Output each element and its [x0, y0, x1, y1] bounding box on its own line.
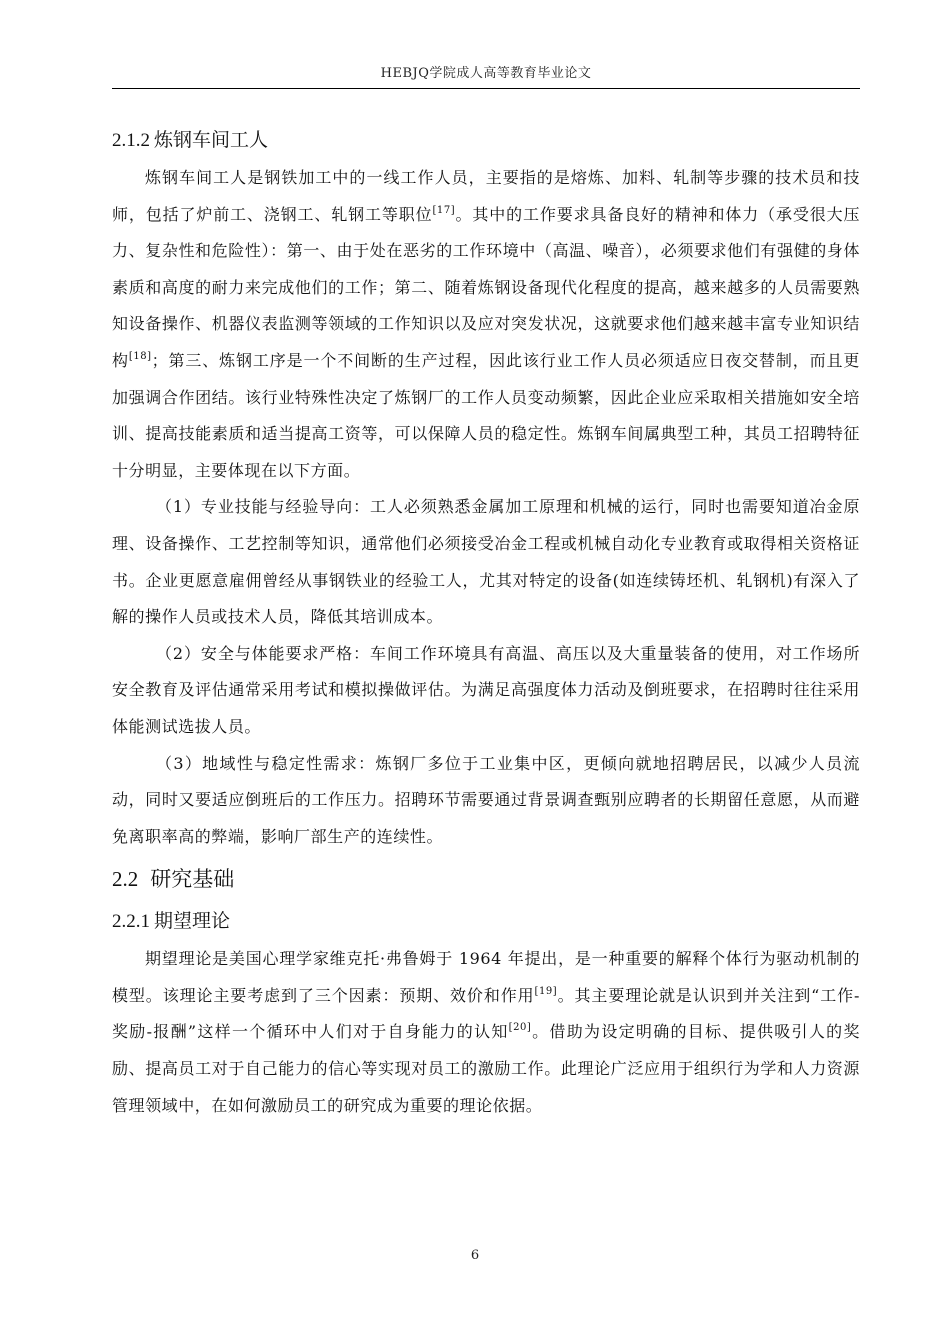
paragraph-text: 。其中的工作要求具备良好的精神和体力（承受很大压力、复杂性和危险性）：第一、由于处在恶劣的工作环境中（高温、噪音），必须要求他们有强健的身体素质和高度的耐力来完成他们的工作；第二、随着炼钢设备现代化程度的提高，越来越多的人员需要熟知设备操作、机器仪表监测等领域的工作知识以及应对突发状况，这就要求他们越来越丰富专业知识结构	[112, 204, 860, 370]
running-header: HEBJQ学院成人高等教育毕业论文	[380, 66, 592, 81]
citation-19: [19]	[534, 985, 558, 997]
list-item-3: （3）地域性与稳定性需求：炼钢厂多位于工业集中区，更倾向就地招聘居民，以减少人员流动，同时又要适应倒班后的工作压力。招聘环节需要通过背景调查甄别应聘者的长期留任意愿，从而避免离职率高的弊端，影响厂部生产的连续性。	[112, 753, 860, 846]
citation-17: [17]	[432, 204, 456, 216]
heading-number: 2.2	[112, 867, 139, 892]
heading-number: 2.1.2	[112, 130, 150, 151]
paragraph-text: 。其主要理论就是认识到并关注到“工作-奖励-报酬”这样一个循环中人们对于自身能力的认知	[112, 985, 860, 1042]
header-rule	[112, 88, 860, 89]
heading-2-1-2	[112, 122, 860, 158]
paragraph-text: ；第三、炼钢工序是一个不间断的生产过程，因此该行业工作人员必须适应日夜交替制，而且更加强调合作团结。该行业特殊性决定了炼钢厂的工作人员变动频繁，因此企业应采取相关措施如安全培训、提高技能素质和适当提高工资等，可以保障人员的稳定性。炼钢车间属典型工种，其员工招聘特征十分明显，主要体现在以下方面。	[112, 350, 860, 480]
citation-20: [20]	[508, 1022, 532, 1034]
paragraph-expectancy-theory	[112, 941, 860, 1124]
page-content	[112, 122, 860, 1124]
paragraph-text: 。借助为设定明确的目标、提供吸引人的奖励、提高员工对于自己能力的信心等实现对员工的激励工作。此理论广泛应用于组织行为学和人力资源管理领域中，在如何激励员工的研究成为重要的理论依据。	[112, 1022, 860, 1115]
list-item-1: （1）专业技能与经验导向：工人必须熟悉金属加工原理和机械的运行，同时也需要知道冶金原理、设备操作、工艺控制等知识，通常他们必须接受冶金工程或机械自动化专业教育或取得相关资格证书。企业更愿意雇佣曾经从事钢铁业的经验工人，尤其对特定的设备(如连续铸坯机、轧钢机)有深入了解的操作人员或技术人员，降低其培训成本。	[112, 497, 860, 627]
heading-number: 2.2.1	[112, 911, 150, 933]
paragraph-steel-workers	[112, 160, 860, 489]
citation-18: [18]	[128, 350, 152, 362]
page-number: 6	[470, 1248, 480, 1263]
heading-title: 期望理论	[154, 910, 231, 933]
heading-2-2	[112, 859, 860, 899]
heading-title: 炼钢车间工人	[154, 129, 269, 151]
paragraph-text: 期望理论是美国心理学家维克托·弗鲁姆于 1964 年提出，是一种重要的解释个体行为驱动机制的模型。该理论主要考虑到了三个因素：预期、效价和作用	[112, 949, 860, 1005]
paragraph-text: 炼钢车间工人是钢铁加工中的一线工作人员，主要指的是熔炼、加料、轧制等步骤的技术员和技师，包括了炉前工、浇钢工、轧钢工等职位	[112, 168, 860, 224]
heading-title: 研究基础	[150, 867, 235, 892]
heading-2-2-1	[112, 903, 860, 939]
list-item-2: （2）安全与体能要求严格：车间工作环境具有高温、高压以及大重量装备的使用，对工作场所安全教育及评估通常采用考试和模拟操做评估。为满足高强度体力活动及倒班要求，在招聘时往往采用体能测试选拔人员。	[112, 643, 860, 736]
